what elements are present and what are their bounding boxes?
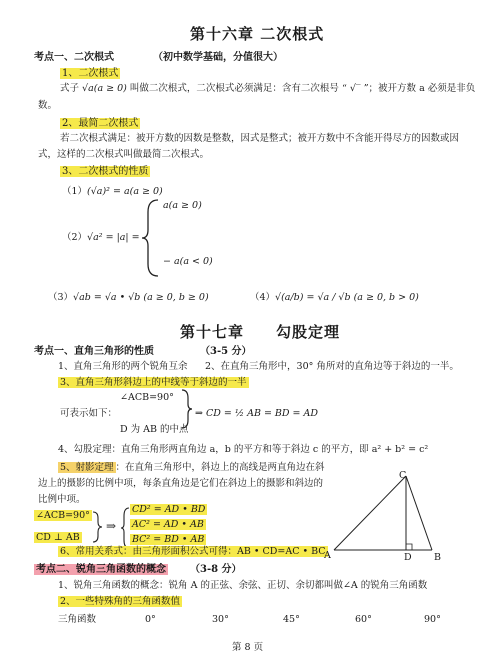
table-head-60: 60° — [355, 614, 372, 625]
item-5-result-1: CD² = AD • BD — [132, 504, 206, 515]
s1-line-1: 式子 √a(a ≥ 0) 叫做二次根式，二次根式必须满足：含有二次根号 “ √‾ ”；被开方数 a 必须是非负 — [60, 83, 476, 94]
property-2: （2）√a² = |a| = — [62, 232, 140, 243]
s1-line-2: 数。 — [38, 100, 58, 111]
item-5-line-3: 比例中项。 — [38, 494, 86, 505]
property-2-case-2: − a(a < 0) — [163, 256, 213, 267]
kp1-note: （初中数学基础，分值很大） — [153, 52, 283, 63]
ch17-kp2-score: （3-8 分） — [190, 564, 242, 575]
item-5-line-1: 5、射影定理 ：在直角三角形中，斜边上的高线是两直角边在斜 — [60, 462, 325, 473]
implies-arrow-icon: ⇒ — [106, 519, 117, 533]
brace-left-icon — [120, 506, 130, 550]
vertex-a-label: A — [324, 550, 331, 561]
table-head-45: 45° — [283, 614, 300, 625]
kp1-heading: 考点一、二次根式 — [34, 52, 114, 63]
item-3: 3、直角三角形斜边上的中线等于斜边的一半 — [60, 377, 247, 388]
table-head-90: 90° — [424, 614, 441, 625]
page-number: 第 8 页 — [232, 642, 264, 653]
property-2-case-1: a(a ≥ 0) — [163, 200, 202, 211]
kp2-item-1: 1、锐角三角函数的概念：锐角 A 的正弦、余弦、正切、余切都叫做∠A 的锐角三角函数 — [58, 580, 428, 591]
ch17-kp1-score: （3-5 分） — [200, 346, 252, 357]
item-3-result: ⇒ CD = ½ AB = BD = AD — [195, 408, 319, 419]
s2-line-2: 式，这样的二次根式叫做最简二次根式。 — [38, 149, 210, 160]
table-head-func: 三角函数 — [58, 614, 97, 625]
item-6: 6、常用关系式：由三角形面积公式可得：AB • CD=AC • BC — [60, 546, 326, 557]
item-5-given-1: ∠ACB=90° — [36, 510, 90, 521]
ch17-kp2-heading: 考点二、锐角三角函数的概念 — [36, 564, 166, 575]
brace-icon — [140, 198, 162, 278]
item-5-result-3: BC² = BD • AB — [132, 534, 205, 545]
table-head-0: 0° — [145, 614, 156, 625]
property-3: （3）√ab = √a • √b (a ≥ 0, b ≥ 0) — [48, 292, 209, 303]
s1-heading: 1、二次根式 — [62, 68, 119, 79]
right-triangle-figure — [318, 468, 448, 568]
item-2: 2、在直角三角形中，30° 角所对的直角边等于斜边的一半。 — [205, 361, 459, 372]
s2-line-1: 若二次根式满足：被开方数的因数是整数，因式是整式；被开方数中不含能开得尽方的因数或因 — [60, 133, 460, 144]
item-3-label: 可表示如下： — [60, 408, 118, 419]
item-5-given-2: CD ⊥ AB — [36, 532, 80, 543]
item-5-line-2: 边上的摄影的比例中项，每条直角边是它们在斜边上的摄影和斜边的 — [38, 478, 324, 489]
item-5-result-2: AC² = AD • AB — [132, 519, 204, 530]
property-1: （1）(√a)² = a(a ≥ 0) — [62, 186, 163, 197]
s3-heading: 3、二次根式的性质 — [62, 166, 149, 177]
property-4: （4）√(a/b) = √a / √b (a ≥ 0, b > 0) — [250, 292, 419, 303]
s1-formula: √a(a ≥ 0) — [82, 83, 127, 94]
item-3-given: ∠ACB=90° — [120, 392, 174, 403]
item-3-midpoint: D 为 AB 的中点 — [120, 424, 189, 435]
item-4: 4、勾股定理：直角三角形两直角边 a，b 的平方和等于斜边 c 的平方，即 a² + b² = c² — [58, 444, 429, 455]
item-1: 1、直角三角形的两个锐角互余 — [58, 361, 188, 372]
vertex-c-label: C — [399, 470, 407, 481]
chapter-16-title: 第十六章 二次根式 — [190, 25, 325, 43]
kp2-item-2: 2、一些特殊角的三角函数值 — [60, 596, 181, 607]
brace-right-icon — [92, 510, 104, 544]
ch17-kp1-heading: 考点一、直角三角形的性质 — [34, 346, 154, 357]
s2-heading: 2、最简二次根式 — [62, 118, 139, 129]
chapter-17-title: 第十七章 勾股定理 — [180, 323, 341, 341]
vertex-d-label: D — [404, 552, 412, 563]
table-head-30: 30° — [212, 614, 229, 625]
vertex-b-label: B — [434, 552, 441, 563]
